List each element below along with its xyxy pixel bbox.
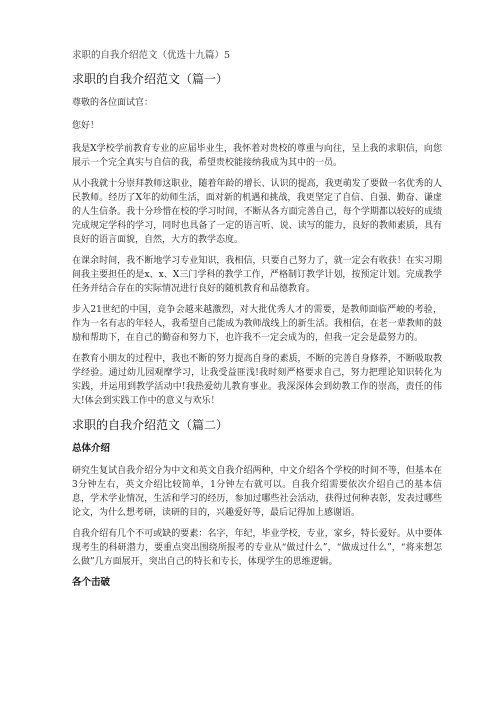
paragraph: 步入21世纪的中国，竞争会越来越激烈，对大批优秀人才的需要，是教师面临严峻的考验，作为一名有志的年轻人，我希望自己能成为教师战线上的新生活。我相信，在老一辈教师的鼓励和帮助下，在自己的勤奋和努力下，也许我不一定会成为的，但我一定会是最努力的。 [72, 305, 442, 343]
section-two [72, 418, 442, 589]
paragraph: 研究生复试自我介绍分为中文和英文自我介绍两种，中文介绍各个学校的时间不等，但基本在3分钟左右，英文介绍比较简单，1分钟左右就可以。自我介绍需要依次介绍自己的基本信息，学术学业情况，生活和学习的经历，参加过哪些社会活动，获得过何种表彰，发表过哪些论文，为什么想考研，读研的目的，兴趣爱好等，最后记得加上感谢语。 [72, 466, 442, 518]
greeting: 您好！ [72, 121, 100, 131]
subheading-breakdown: 各个击破 [72, 577, 111, 588]
paragraph: 在教育小朋友的过程中，我也不断的努力提高自身的素质，不断的完善自身修养，不断吸取教学经验。通过幼儿园观摩学习，让我受益匪浅!我时刻严格要求自己，努力把理论知识转化为实践，并运用到教学活动中!我热爱幼儿教育事业。我深深体会到幼教工作的崇高，责任的伟大!体会到实践工作中的意义与欢乐！ [72, 354, 442, 406]
paragraph: 从小我就十分崇拜教师这职业，随着年龄的增长、认识的提高，我更萌发了要做一名优秀的人民教师。经历了X年的幼师生活，面对新的机遇和挑战，我更坚定了自信、自强、勤奋、谦虚的人生信条。我十分珍惜在校的学习时间，不断从各方面完善自己，每个学期都以较好的成绩完成规定学科的学习，同时也具备了一定的语言听、说、读写的能力，良好的教师素质，具有良好的语言面貌，自然，大方的教学态度。 [72, 179, 442, 245]
salutation: 尊敬的各位面试官： [72, 98, 154, 108]
subheading-overview: 总体介绍 [72, 443, 111, 454]
document-title: 求职的自我介绍范文（优选十九篇）5 [72, 50, 231, 61]
paragraph: 在课余时间，我不断地学习专业知识，我相信，只要自己努力了，就一定会有收获！在实习期间我主要担任的是x、x、X三门学科的教学工作，严格制订教学计划，按预定计划。完成教学任务并结合存在的实际情况进行良好的随机教育和品德教育。 [72, 256, 442, 294]
paragraph: 我是X学校学前教育专业的应届毕业生，我怀着对贵校的尊重与向往，呈上我的求职信，向您展示一个完全真实与自信的我，希望贵校能接纳我成为其中的一员。 [72, 144, 442, 168]
section-one [72, 72, 442, 408]
section-two-heading: 求职的自我介绍范文（篇二） [72, 418, 229, 432]
paragraph: 自我介绍有几个不可或缺的要素：名字，年纪，毕业学校，专业，家乡，特长爱好。从中要体现考生的科研潜力，要重点突出围绕所报考的专业从“做过什么”，“做成过什么”，“将来想怎么做”几方面展开，突出自己的特长和专长，体现学生的思维逻辑。 [72, 529, 442, 567]
section-one-heading: 求职的自我介绍范文（篇一） [72, 72, 229, 86]
